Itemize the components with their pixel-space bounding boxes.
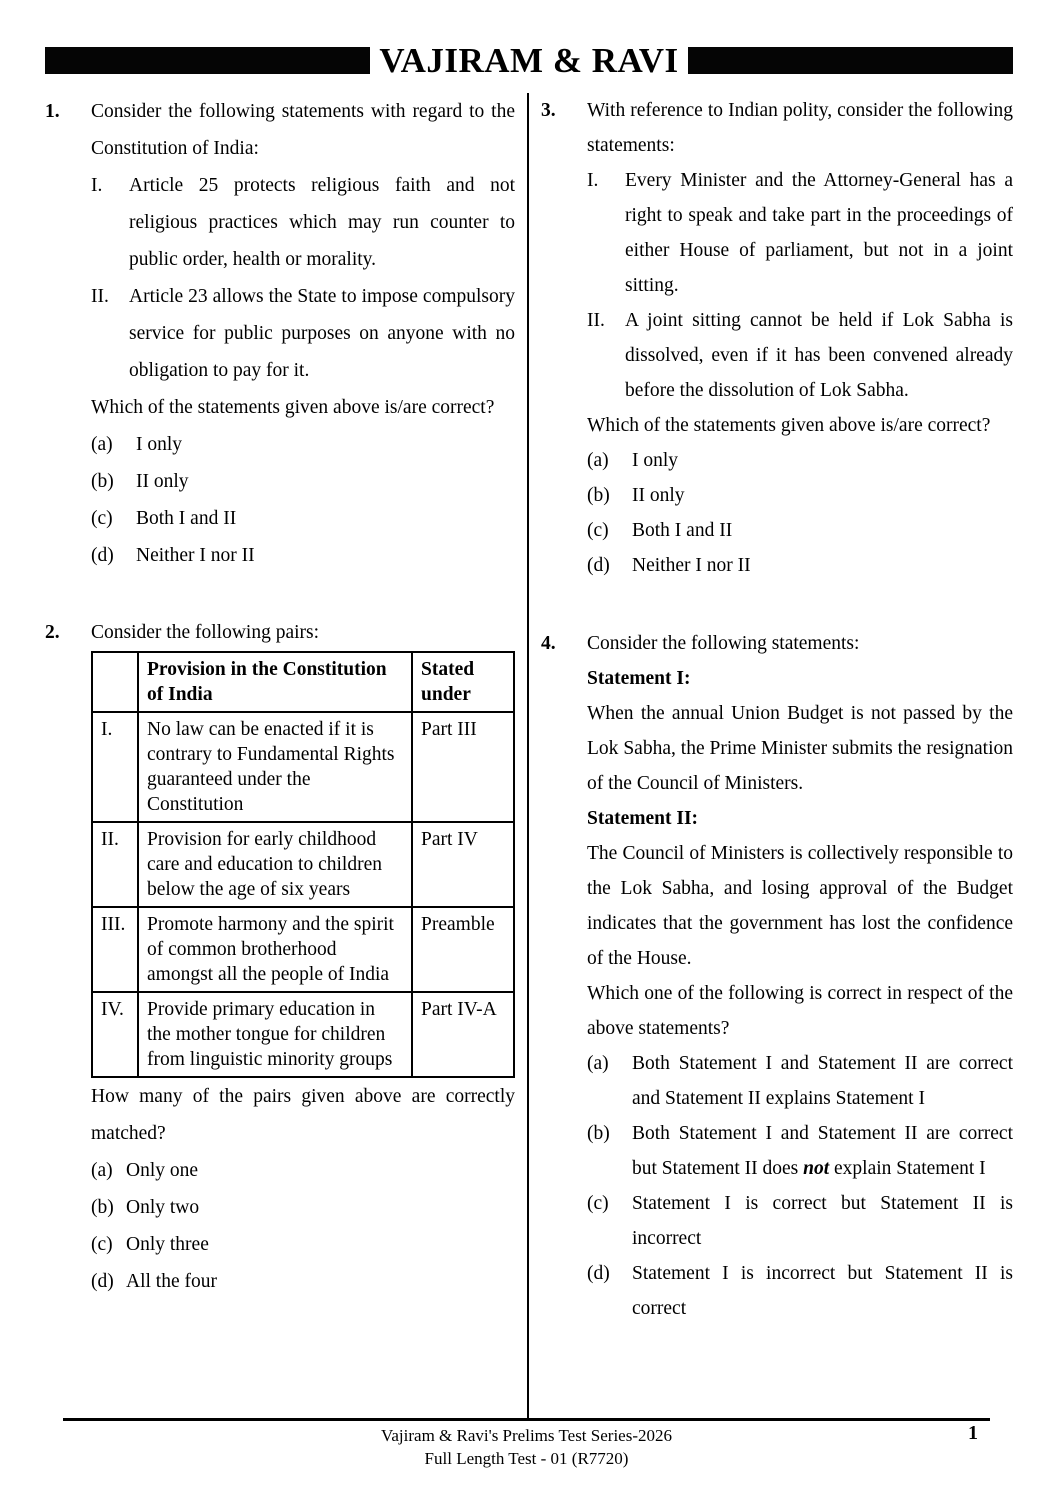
question-1-intro: Consider the following statements with regard to the Constitution of India: xyxy=(91,101,515,159)
option-label: (d) xyxy=(91,1271,114,1292)
question-3-option-a xyxy=(587,443,1013,478)
table-cell-provision: Provide primary education in the mother tongue for children from linguistic minority groups xyxy=(138,992,412,1077)
option-text: Both I and II xyxy=(632,520,733,541)
question-1-option-b xyxy=(91,463,515,500)
right-column xyxy=(529,93,1013,1418)
statement-text: Article 25 protects religious faith and not religious practices which may run counter to public order, health or morality. xyxy=(129,175,515,270)
statement-1-text: When the annual Union Budget is not passed by the Lok Sabha, the Prime Minister submits the resignation of the Council of Ministers. xyxy=(587,703,1013,794)
left-column xyxy=(45,93,527,1418)
table-cell-stated: Part III xyxy=(412,712,514,822)
question-1-stem: Which of the statements given above is/are correct? xyxy=(91,397,495,418)
statement-label: II. xyxy=(587,310,605,331)
option-label: (a) xyxy=(91,1160,113,1181)
page-number: 1 xyxy=(968,1422,978,1444)
question-1 xyxy=(45,93,515,574)
option-text xyxy=(632,1116,1013,1186)
header xyxy=(45,42,1013,79)
question-3 xyxy=(541,93,1013,583)
question-2-intro: Consider the following pairs: xyxy=(91,622,320,643)
table-cell-stated: Preamble xyxy=(412,907,514,992)
table-cell-stated: Part IV xyxy=(412,822,514,907)
statement-text: Every Minister and the Attorney-General has a right to speak and take part in the proceedings of either House of parliament, but not in a joint sitting. xyxy=(625,170,1013,296)
option-text: Neither I nor II xyxy=(136,545,255,566)
header-title: VAJIRAM & RAVI xyxy=(379,41,679,80)
question-2-body xyxy=(91,614,515,1300)
option-label: (c) xyxy=(91,1234,113,1255)
question-1-number: 1. xyxy=(45,101,60,122)
statement-label: II. xyxy=(91,286,109,307)
question-3-statement-2 xyxy=(587,303,1013,408)
option-text: Statement I is incorrect but Statement II is correct xyxy=(632,1263,1013,1319)
statement-label: I. xyxy=(587,170,599,191)
question-3-option-d xyxy=(587,548,1013,583)
option-text-part: explain Statement I xyxy=(829,1158,986,1179)
option-text: Both I and II xyxy=(136,508,237,529)
table-cell-index: IV. xyxy=(92,992,138,1077)
question-1-option-c xyxy=(91,500,515,537)
table-row xyxy=(92,712,514,822)
option-text-emphasis: not xyxy=(803,1158,830,1179)
question-4-option-c xyxy=(587,1186,1013,1256)
question-columns xyxy=(45,93,1013,1418)
header-bar-left xyxy=(45,47,370,74)
question-1-body xyxy=(91,93,515,574)
option-label: (c) xyxy=(587,520,609,541)
option-text: II only xyxy=(632,485,685,506)
table-cell-stated: Part IV-A xyxy=(412,992,514,1077)
option-text: Statement I is correct but Statement II is incorrect xyxy=(632,1193,1013,1249)
option-text: Both Statement I and Statement II are correct and Statement II explains Statement I xyxy=(632,1053,1013,1109)
option-label: (b) xyxy=(587,1123,610,1144)
option-label: (d) xyxy=(587,1263,610,1284)
statement-text: Article 23 allows the State to impose compulsory service for public purposes on anyone with no obligation to pay for it. xyxy=(129,286,515,381)
option-label: (a) xyxy=(587,1053,609,1074)
option-text: I only xyxy=(632,450,679,471)
question-3-intro: With reference to Indian polity, consider the following statements: xyxy=(587,100,1013,156)
question-2-option-c xyxy=(91,1226,515,1263)
table-cell-index: I. xyxy=(92,712,138,822)
option-label: (a) xyxy=(587,450,609,471)
statement-label: I. xyxy=(91,175,103,196)
table-cell-provision: No law can be enacted if it is contrary to Fundamental Rights guaranteed under the Constitution xyxy=(138,712,412,822)
option-text-part: Both Statement I and Statement II are correct but Statement II does xyxy=(632,1123,1013,1179)
option-label: (d) xyxy=(91,545,114,566)
question-4-body xyxy=(587,626,1013,1326)
question-1-option-d xyxy=(91,537,515,574)
question-4-option-b xyxy=(587,1116,1013,1186)
question-2-stem: How many of the pairs given above are correctly matched? xyxy=(91,1086,515,1144)
option-text: Neither I nor II xyxy=(632,555,751,576)
question-4-stem: Which one of the following is correct in respect of the above statements? xyxy=(587,983,1013,1039)
question-4-intro: Consider the following statements: xyxy=(587,633,860,654)
statement-1-heading: Statement I: xyxy=(587,668,691,689)
header-bar-right xyxy=(688,47,1013,74)
question-3-number: 3. xyxy=(541,100,556,121)
question-2-number: 2. xyxy=(45,622,60,643)
question-3-option-b xyxy=(587,478,1013,513)
question-2 xyxy=(45,614,515,1300)
table-header-index xyxy=(92,652,138,712)
table-header-stated-under: Stated under xyxy=(412,652,514,712)
table-row xyxy=(92,992,514,1077)
table-row xyxy=(92,822,514,907)
pairs-table xyxy=(91,651,515,1078)
option-label: (a) xyxy=(91,434,113,455)
option-label: (b) xyxy=(587,485,610,506)
option-label: (b) xyxy=(91,1197,114,1218)
footer xyxy=(63,1418,990,1470)
option-text: All the four xyxy=(126,1271,217,1292)
question-1-statement-1 xyxy=(91,167,515,278)
statement-2-heading: Statement II: xyxy=(587,808,699,829)
option-label: (b) xyxy=(91,471,114,492)
option-text: Only two xyxy=(126,1197,200,1218)
pairs-table-header-row xyxy=(92,652,514,712)
option-label: (d) xyxy=(587,555,610,576)
question-2-option-b xyxy=(91,1189,515,1226)
question-3-stem: Which of the statements given above is/are correct? xyxy=(587,415,991,436)
question-4-option-d xyxy=(587,1256,1013,1326)
option-label: (c) xyxy=(587,1193,609,1214)
option-text: I only xyxy=(136,434,183,455)
option-text: Only three xyxy=(126,1234,209,1255)
question-1-option-a xyxy=(91,426,515,463)
table-header-provision: Provision in the Constitution of India xyxy=(138,652,412,712)
question-2-option-d xyxy=(91,1263,515,1300)
question-3-statement-1 xyxy=(587,163,1013,303)
question-4 xyxy=(541,626,1013,1326)
option-label: (c) xyxy=(91,508,113,529)
table-cell-provision: Provision for early childhood care and education to children below the age of six years xyxy=(138,822,412,907)
table-cell-index: III. xyxy=(92,907,138,992)
question-2-option-a xyxy=(91,1152,515,1189)
statement-2-text: The Council of Ministers is collectively responsible to the Lok Sabha, and losing approval of the Budget indicates that the government has lost the confidence of the House. xyxy=(587,843,1013,969)
footer-series-title: Vajiram & Ravi's Prelims Test Series-2026 xyxy=(380,1426,672,1445)
question-3-body xyxy=(587,93,1013,583)
question-1-statement-2 xyxy=(91,278,515,389)
table-row xyxy=(92,907,514,992)
table-cell-provision: Promote harmony and the spirit of common brotherhood amongst all the people of India xyxy=(138,907,412,992)
option-text: II only xyxy=(136,471,189,492)
option-text: Only one xyxy=(126,1160,199,1181)
footer-test-title: Full Length Test - 01 (R7720) xyxy=(424,1449,629,1468)
statement-text: A joint sitting cannot be held if Lok Sabha is dissolved, even if it has been convened already before the dissolution of Lok Sabha. xyxy=(625,310,1013,401)
question-4-number: 4. xyxy=(541,633,556,654)
question-4-option-a xyxy=(587,1046,1013,1116)
table-cell-index: II. xyxy=(92,822,138,907)
question-3-option-c xyxy=(587,513,1013,548)
